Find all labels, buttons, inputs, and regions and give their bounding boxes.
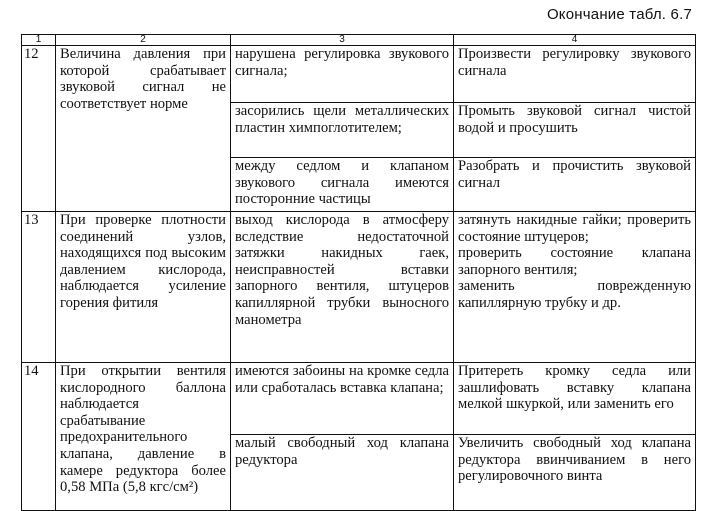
column-number: 1	[22, 35, 56, 46]
remedy-cell: Промыть звуковой сигнал чистой водой и просушить	[454, 103, 696, 158]
table-row	[22, 363, 696, 435]
column-number: 4	[454, 35, 696, 46]
table-row	[22, 212, 696, 363]
row-number: 12	[22, 46, 56, 212]
malfunction-cell: При проверке плотности соединений узлов, находящихся под высоким давлением кислорода, наблюдается усиление горения фитиля	[56, 212, 231, 363]
row-number: 14	[22, 363, 56, 511]
remedy-cell: Притереть кромку седла или зашлифовать вставку клапана мелкой шкуркой, или заменить его	[454, 363, 696, 435]
remedy-line: затянуть накидные гайки; проверить состояние штуцеров;	[458, 212, 691, 245]
cause-cell: выход кислорода в атмосферу вследствие недостаточной затяжки накидных гаек, неисправностей вставки запорного вентиля, штуцеров капиллярной трубки выносного манометра	[231, 212, 454, 363]
column-number: 2	[56, 35, 231, 46]
malfunction-table	[21, 34, 696, 511]
malfunction-cell: Величина давления при которой срабатывает звуковой сигнал не соответствует норме	[56, 46, 231, 212]
cause-cell: засорились щели металлических пластин химпоглотителем;	[231, 103, 454, 158]
remedy-cell: Произвести регулировку звукового сигнала	[454, 46, 696, 103]
cause-cell: нарушена регулировка звукового сигнала;	[231, 46, 454, 103]
remedy-line: заменить поврежденную капиллярную трубку и др.	[458, 278, 691, 311]
cause-cell: между седлом и клапаном звукового сигнала имеются посторонние частицы	[231, 158, 454, 212]
table-caption: Окончание табл. 6.7	[546, 6, 692, 23]
cause-cell: малый свободный ход клапана редуктора	[231, 435, 454, 511]
cause-cell: имеются забоины на кромке седла или сработалась вставка клапана;	[231, 363, 454, 435]
row-number: 13	[22, 212, 56, 363]
remedy-cell: Разобрать и прочистить звуковой сигнал	[454, 158, 696, 212]
remedy-cell: Увеличить свободный ход клапана редуктора ввинчиванием в него регулировочного винта	[454, 435, 696, 511]
remedy-line: проверить состояние клапана запорного вентиля;	[458, 245, 691, 278]
column-number-row	[22, 35, 696, 46]
table-row	[22, 46, 696, 103]
remedy-cell	[454, 212, 696, 363]
malfunction-cell: При открытии вентиля кислородного баллона наблюдается срабатывание предохранительного клапана, давление в камере редуктора более 0,58 МПа (5,8 кгс/см²)	[56, 363, 231, 511]
column-number: 3	[231, 35, 454, 46]
